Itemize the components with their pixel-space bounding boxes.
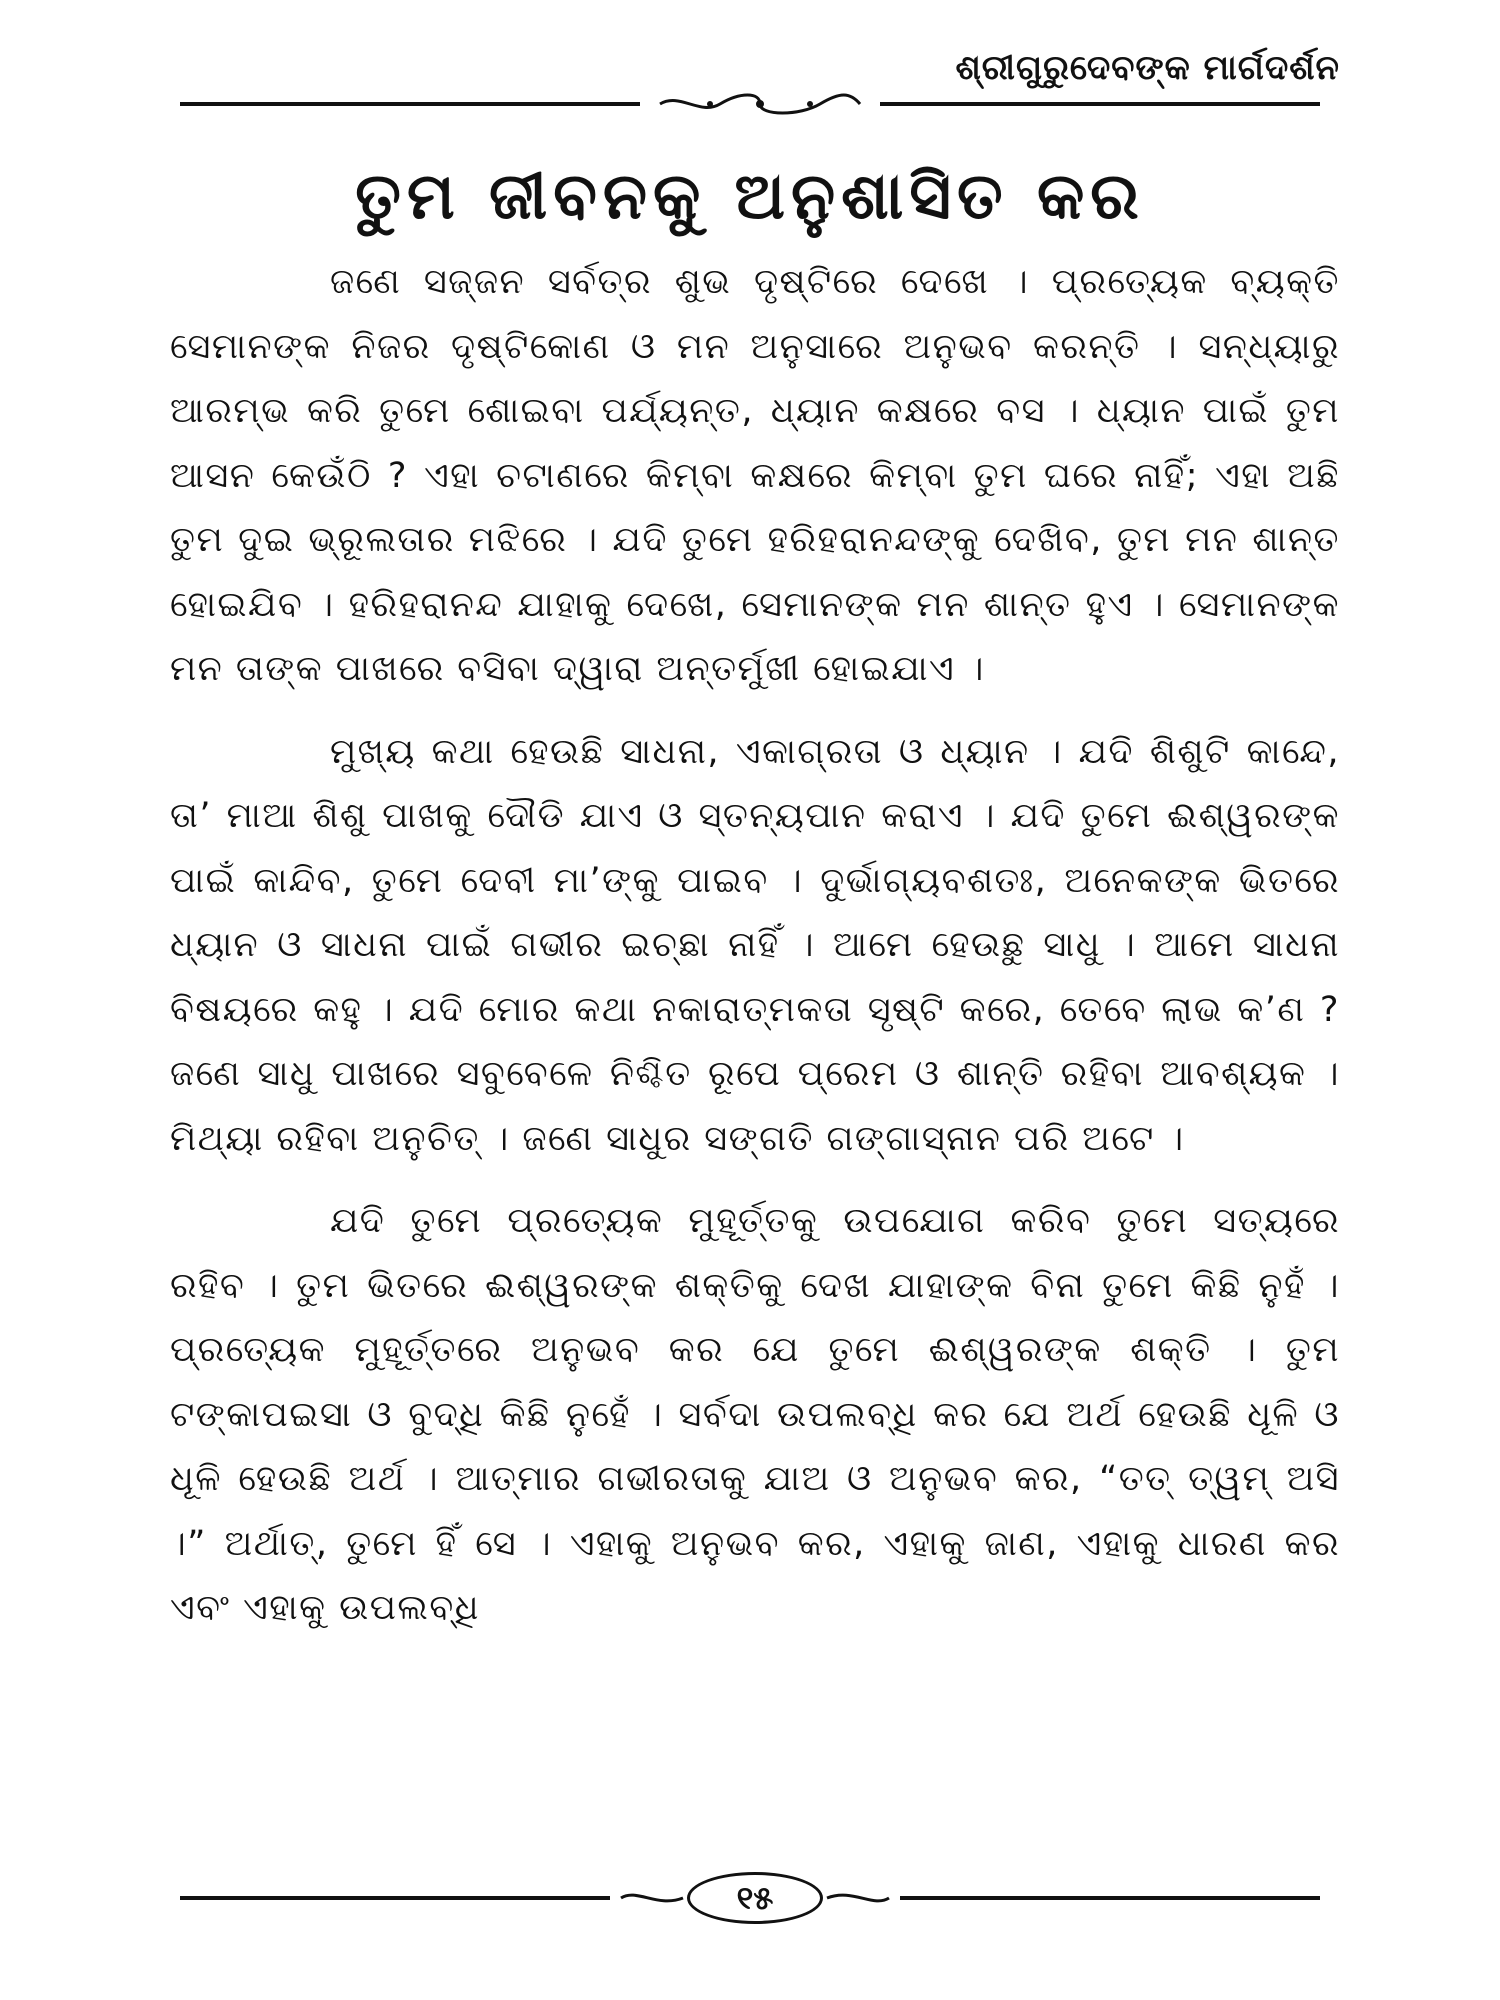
chapter-title: ତୁମ ଜୀବନକୁ ଅନୁଶାସିତ କର bbox=[355, 160, 1145, 234]
footer-ornament bbox=[610, 1872, 900, 1924]
paragraph: ଜଣେ ସଜ୍ଜନ ସର୍ବତ୍ର ଶୁଭ ଦୃଷ୍ଟିରେ ଦେଖେ । ପ୍ରତ୍ୟେକ ବ୍ୟକ୍ତି ସେମାନଙ୍କ ନିଜର ଦୃଷ୍ଟିକୋଣ ଓ ମନ ଅନୁସାରେ ଅନୁଭବ କରନ୍ତି । ସନ୍ଧ୍ୟାରୁ ଆରମ୍ଭ କରି ତୁମେ ଶୋଇବା ପର୍ଯ୍ୟନ୍ତ, ଧ୍ୟାନ କକ୍ଷରେ ବସ । ଧ୍ୟାନ ପାଇଁ ତୁମ ଆସନ କେଉଁଠି ? ଏହା ଚଟାଣରେ କିମ୍ବା କକ୍ଷରେ କିମ୍ବା ତୁମ ଘରେ ନାହିଁ; ଏହା ଅଛି ତୁମ ଦୁଇ ଭ୍ରୂଲତାର ମଝିରେ । ଯଦି ତୁମେ ହରିହରାନନ୍ଦଙ୍କୁ ଦେଖିବ, ତୁମ ମନ ଶାନ୍ତ ହୋଇଯିବ । ହରିହରାନନ୍ଦ ଯାହାକୁ ଦେଖେ, ସେମାନଙ୍କ ମନ ଶାନ୍ତ ହୁଏ । ସେମାନଙ୍କ ମନ ତାଙ୍କ ପାଖରେ ବସିବା ଦ୍ୱାରା ଅନ୍ତର୍ମୁଖୀ ହୋଇଯାଏ । bbox=[170, 262, 1340, 689]
flourish-ornament-icon bbox=[650, 90, 870, 118]
paragraph: ମୁଖ୍ୟ କଥା ହେଉଛି ସାଧନା, ଏକାଗ୍ରତା ଓ ଧ୍ୟାନ । ଯଦି ଶିଶୁଟି କାନ୍ଦେ, ତା’ ମାଆ ଶିଶୁ ପାଖକୁ ଦୌଡି ଯାଏ ଓ ସ୍ତନ୍ୟପାନ କରାଏ । ଯଦି ତୁମେ ଈଶ୍ୱରଙ୍କ ପାଇଁ କାନ୍ଦିବ, ତୁମେ ଦେବୀ ମା’ଙ୍କୁ ପାଇବ । ଦୁର୍ଭାଗ୍ୟବଶତଃ, ଅନେକଙ୍କ ଭିତରେ ଧ୍ୟାନ ଓ ସାଧନା ପାଇଁ ଗଭୀର ଇଚ୍ଛା ନାହିଁ । ଆମେ ହେଉଛୁ ସାଧୁ । ଆମେ ସାଧନା ବିଷୟରେ କହୁ । ଯଦି ମୋର କଥା ନକାରାତ୍ମକତା ସୃଷ୍ଟି କରେ, ତେବେ ଲାଭ କ’ଣ ? ଜଣେ ସାଧୁ ପାଖରେ ସବୁବେଳେ ନିଶ୍ଚିତ ରୂପେ ପ୍ରେମ ଓ ଶାନ୍ତି ରହିବା ଆବଶ୍ୟକ । ମିଥ୍ୟା ରହିବା ଅନୁଚିତ୍ । ଜଣେ ସାଧୁର ସଙ୍ଗତି ଗଙ୍ଗାସ୍ନାନ ପରି ଅଟେ । bbox=[170, 731, 1340, 1159]
running-head: ଶ୍ରୀଗୁରୁଦେବଙ୍କ ମାର୍ଗଦର୍ଶନ bbox=[955, 48, 1340, 88]
body-text bbox=[170, 250, 1340, 1659]
paragraph: ଯଦି ତୁମେ ପ୍ରତ୍ୟେକ ମୁହୂର୍ତ୍ତକୁ ଉପଯୋଗ କରିବ ତୁମେ ସତ୍ୟରେ ରହିବ । ତୁମ ଭିତରେ ଈଶ୍ୱରଙ୍କ ଶକ୍ତିକୁ ଦେଖ ଯାହାଙ୍କ ବିନା ତୁମେ କିଛି ନୁହଁ । ପ୍ରତ୍ୟେକ ମୁହୂର୍ତ୍ତରେ ଅନୁଭବ କର ଯେ ତୁମେ ଈଶ୍ୱରଙ୍କ ଶକ୍ତି । ତୁମ ଟଙ୍କାପଇସା ଓ ବୁଦ୍ଧି କିଛି ନୁହେଁ । ସର୍ବଦା ଉପଲବ୍ଧି କର ଯେ ଅର୍ଥ ହେଉଛି ଧୂଳି ଓ ଧୂଳି ହେଉଛି ଅର୍ଥ । ଆତ୍ମାର ଗଭୀରତାକୁ ଯାଅ ଓ ଅନୁଭବ କର, “ତତ୍ ତ୍ୱମ୍ ଅସି ।” ଅର୍ଥାତ୍, ତୁମେ ହିଁ ସେ । ଏହାକୁ ଅନୁଭବ କର, ଏହାକୁ ଜାଣ, ଏହାକୁ ଧାରଣ କର ଏବଂ ଏହାକୁ ଉପଲବ୍ଧି bbox=[170, 1201, 1340, 1628]
page-number-badge bbox=[687, 1872, 823, 1924]
page-number: ୧୫ bbox=[736, 1878, 774, 1917]
header-ornament bbox=[640, 88, 880, 120]
flourish-left-icon bbox=[617, 1886, 687, 1910]
flourish-right-icon bbox=[823, 1886, 893, 1910]
